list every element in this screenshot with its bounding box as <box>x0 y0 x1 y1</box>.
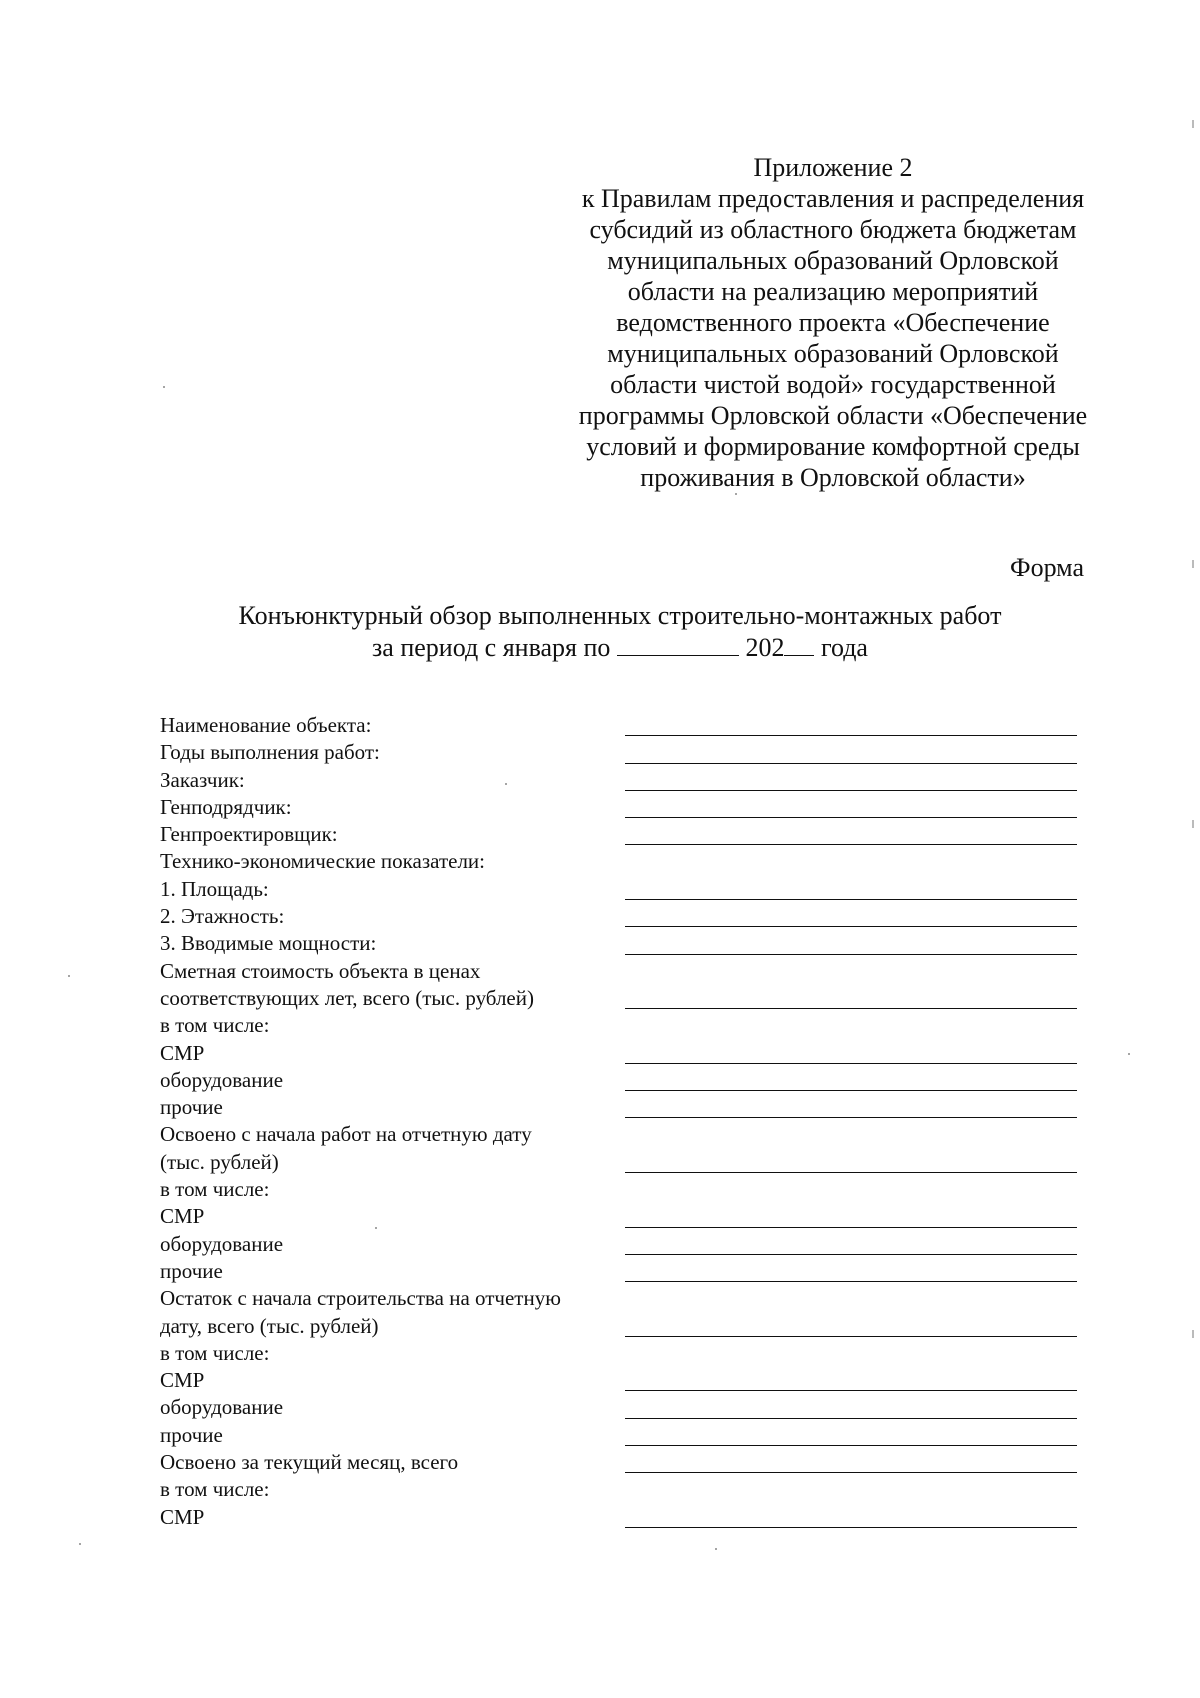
form-row <box>160 930 1080 957</box>
field-blank-line[interactable] <box>625 1527 1077 1528</box>
form-row <box>160 1203 1080 1230</box>
scan-speck <box>163 386 165 388</box>
scan-speck <box>735 493 737 495</box>
form-row <box>160 1449 1080 1476</box>
form-row <box>160 1258 1080 1285</box>
field-blank-line[interactable] <box>625 1227 1077 1228</box>
field-label: в том числе: <box>160 1177 270 1202</box>
appendix-line: ведомственного проекта «Обеспечение <box>616 308 1050 337</box>
field-label: СМР <box>160 1504 205 1529</box>
field-blank-line[interactable] <box>625 1281 1077 1282</box>
title-line-2 <box>120 631 1120 663</box>
scan-speck <box>505 783 507 785</box>
period-month-blank[interactable] <box>617 631 739 656</box>
period-suffix: года <box>820 633 868 662</box>
form-row <box>160 1067 1080 1094</box>
period-prefix: за период с января по <box>372 633 611 662</box>
field-blank-line[interactable] <box>625 1172 1077 1173</box>
form-row <box>160 1476 1080 1503</box>
field-label: (тыс. рублей) <box>160 1149 279 1174</box>
field-blank-line[interactable] <box>625 926 1077 927</box>
field-blank-line[interactable] <box>625 790 1077 791</box>
scan-speck <box>68 975 70 977</box>
scan-speck <box>375 1227 377 1229</box>
form-row <box>160 1313 1080 1340</box>
form-row <box>160 1012 1080 1039</box>
appendix-line: области чистой водой» государственной <box>610 370 1056 399</box>
field-label: дату, всего (тыс. рублей) <box>160 1313 379 1338</box>
appendix-line: субсидий из областного бюджета бюджетам <box>589 215 1077 244</box>
field-label: СМР <box>160 1040 205 1065</box>
field-blank-line[interactable] <box>625 817 1077 818</box>
field-label: Технико-экономические показатели: <box>160 849 485 874</box>
form-row <box>160 1504 1080 1531</box>
form-row <box>160 1094 1080 1121</box>
form-label: Форма <box>1010 553 1084 582</box>
form-row <box>160 958 1080 985</box>
form-row <box>160 1285 1080 1312</box>
form-row <box>160 1040 1080 1067</box>
title-line-1: Конъюнктурный обзор выполненных строительно-монтажных работ <box>238 601 1002 630</box>
field-blank-line[interactable] <box>625 1418 1077 1419</box>
field-label: Остаток с начала строительства на отчетную <box>160 1286 561 1311</box>
form-row <box>160 739 1080 766</box>
form-row <box>160 1121 1080 1148</box>
field-label: СМР <box>160 1204 205 1229</box>
field-blank-line[interactable] <box>625 735 1077 736</box>
field-label: Генпроектировщик: <box>160 822 338 847</box>
appendix-line: муниципальных образований Орловской <box>607 339 1059 368</box>
field-blank-line[interactable] <box>625 844 1077 845</box>
field-label: прочие <box>160 1258 223 1283</box>
field-label: прочие <box>160 1095 223 1120</box>
form-row <box>160 794 1080 821</box>
appendix-line: к Правилам предоставления и распределения <box>581 184 1085 213</box>
field-blank-line[interactable] <box>625 1090 1077 1091</box>
field-blank-line[interactable] <box>625 1445 1077 1446</box>
field-label: в том числе: <box>160 1477 270 1502</box>
form-row <box>160 1231 1080 1258</box>
field-blank-line[interactable] <box>625 954 1077 955</box>
document-title <box>120 600 1120 663</box>
scan-speck <box>1128 1053 1130 1055</box>
field-label: Заказчик: <box>160 767 245 792</box>
form-row <box>160 985 1080 1012</box>
field-blank-line[interactable] <box>625 1063 1077 1064</box>
scan-edge-mark <box>1192 820 1194 828</box>
scan-edge-mark <box>1192 1330 1194 1338</box>
field-label: Генподрядчик: <box>160 794 292 819</box>
field-label: СМР <box>160 1368 205 1393</box>
appendix-line: проживания в Орловской области» <box>640 463 1026 492</box>
field-label: 1. Площадь: <box>160 876 269 901</box>
field-blank-line[interactable] <box>625 899 1077 900</box>
scan-edge-mark <box>1192 560 1194 568</box>
field-label: прочие <box>160 1422 223 1447</box>
form-row <box>160 821 1080 848</box>
form-row <box>160 903 1080 930</box>
field-blank-line[interactable] <box>625 1336 1077 1337</box>
appendix-header <box>540 152 1126 493</box>
form-fields <box>160 712 1080 1531</box>
field-blank-line[interactable] <box>625 1008 1077 1009</box>
appendix-line: муниципальных образований Орловской <box>607 246 1059 275</box>
field-blank-line[interactable] <box>625 763 1077 764</box>
form-row <box>160 1394 1080 1421</box>
year-prefix: 202 <box>745 633 785 662</box>
field-label: оборудование <box>160 1231 284 1256</box>
year-blank[interactable] <box>784 631 814 656</box>
form-row <box>160 712 1080 739</box>
field-label: оборудование <box>160 1395 284 1420</box>
field-label: Наименование объекта: <box>160 713 372 737</box>
field-label: Освоено с начала работ на отчетную дату <box>160 1122 532 1147</box>
field-label: в том числе: <box>160 1013 270 1038</box>
field-blank-line[interactable] <box>625 1117 1077 1118</box>
field-label: соответствующих лет, всего (тыс. рублей) <box>160 985 534 1010</box>
scan-speck <box>79 1543 81 1545</box>
form-row <box>160 1176 1080 1203</box>
field-blank-line[interactable] <box>625 1390 1077 1391</box>
field-label: 3. Вводимые мощности: <box>160 931 377 956</box>
scan-speck <box>715 1548 717 1550</box>
field-blank-line[interactable] <box>625 1472 1077 1473</box>
form-row <box>160 1422 1080 1449</box>
scan-edge-mark <box>1192 120 1194 128</box>
field-label: оборудование <box>160 1067 284 1092</box>
form-row <box>160 848 1080 875</box>
field-blank-line[interactable] <box>625 1254 1077 1255</box>
appendix-line: программы Орловской области «Обеспечение <box>578 401 1088 430</box>
field-label: Освоено за текущий месяц, всего <box>160 1450 459 1475</box>
appendix-line: условий и формирование комфортной среды <box>586 432 1080 461</box>
field-label: Сметная стоимость объекта в ценах <box>160 958 481 983</box>
form-row <box>160 767 1080 794</box>
appendix-line: Приложение 2 <box>753 153 913 182</box>
form-row <box>160 1149 1080 1176</box>
field-label: в том числе: <box>160 1340 270 1365</box>
form-row <box>160 1340 1080 1367</box>
form-row <box>160 1367 1080 1394</box>
field-label: Годы выполнения работ: <box>160 740 380 765</box>
form-row <box>160 876 1080 903</box>
field-label: 2. Этажность: <box>160 904 285 929</box>
appendix-line: области на реализацию мероприятий <box>627 277 1039 306</box>
